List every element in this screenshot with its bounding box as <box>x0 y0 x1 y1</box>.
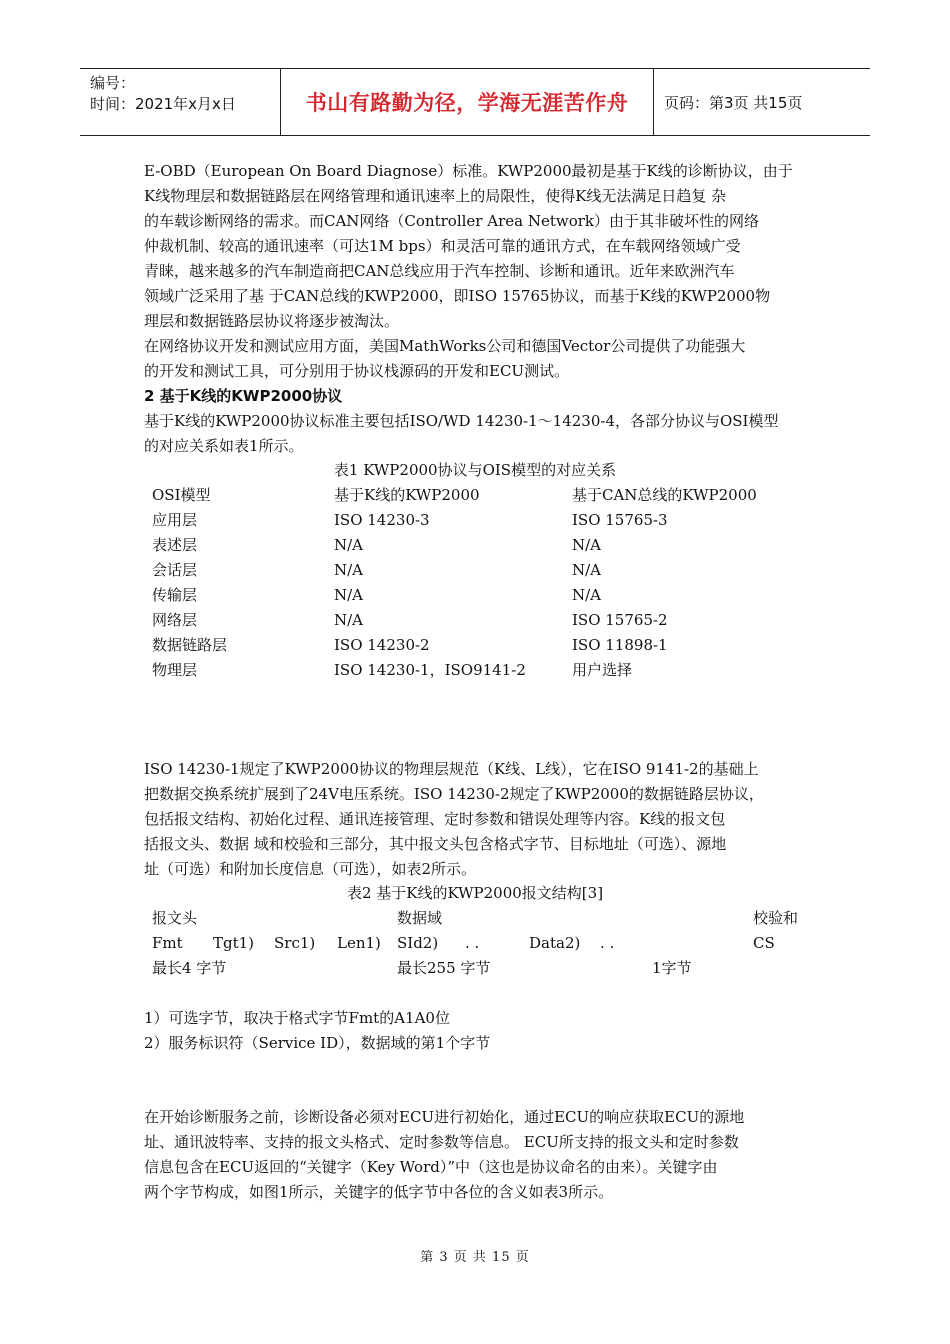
page-header <box>80 68 870 136</box>
footnote: 1）可选字节，取决于格式字节Fmt的A1A0位 <box>144 1009 450 1027</box>
intro-line: 青睐，越来越多的汽车制造商把CAN总线应用于汽车控制、诊断和通讯。近年来欧洲汽车 <box>144 262 735 280</box>
final-line: 在开始诊断服务之前，诊断设备必须对ECU进行初始化，通过ECU的响应获取ECU的源地 <box>144 1108 745 1126</box>
table2-field-data: Data2) <box>529 934 581 952</box>
header-meta <box>80 69 281 135</box>
table2-field-src: Src1) <box>274 934 316 952</box>
table1-cell: N/A <box>334 561 364 579</box>
table2-field-cs: CS <box>753 934 775 952</box>
mid-line: 括报文头、数据 域和校验和三部分，其中报文头包含格式字节、目标地址（可选）、源地 <box>144 835 727 853</box>
table1-cell: 网络层 <box>152 611 198 629</box>
table1-cell: N/A <box>334 611 364 629</box>
intro-line: 的开发和测试工具，可分别用于协议栈源码的开发和ECU测试。 <box>144 362 570 380</box>
table1-cell: 数据链路层 <box>152 636 228 654</box>
table1-header-cell: 基于K线的KWP2000 <box>334 486 480 504</box>
table1-cell: 会话层 <box>152 561 198 579</box>
motto-text: 书山有路勤为径，学海无涯苦作舟 <box>305 91 629 115</box>
intro-line: 仲裁机制、较高的通讯速率（可达1M bps）和灵活可靠的通讯方式，在车载网络领域广受 <box>144 237 741 255</box>
table2-field-len: Len1) <box>337 934 381 952</box>
table2-field-fmt: Fmt <box>152 934 183 952</box>
section-line: 基于K线的KWP2000协议标准主要包括ISO/WD 14230-1～14230-4，各部分协议与OSI模型 <box>144 412 779 430</box>
mid-line: ISO 14230-1规定了KWP2000协议的物理层规范（K线、L线），它在ISO 9141-2的基础上 <box>144 760 759 778</box>
table1-cell: 传输层 <box>152 586 198 604</box>
intro-line: K线物理层和数据链路层在网络管理和通讯速率上的局限性，使得K线无法满足日趋复 杂 <box>144 187 727 205</box>
table1-cell: ISO 15765-3 <box>572 511 668 529</box>
table1-caption: 表1 KWP2000协议与OIS模型的对应关系 <box>333 461 617 479</box>
table2-len-header: 最长4 字节 <box>152 959 227 977</box>
final-line: 信息包含在ECU返回的“关键字（Key Word）”中（这也是协议命名的由来）。关键字由 <box>144 1158 718 1176</box>
table1-cell: ISO 14230-2 <box>334 636 430 654</box>
final-line: 址、通讯波特率、支持的报文头格式、定时参数等信息。 ECU所支持的报文头和定时参数 <box>144 1133 739 1151</box>
table1-cell: N/A <box>572 561 602 579</box>
page-info-text: 页码：第3页 共15页 <box>664 93 803 112</box>
table2-dots: . . <box>465 934 480 952</box>
table1-cell: ISO 11898-1 <box>572 636 668 654</box>
table1-cell: ISO 15765-2 <box>572 611 668 629</box>
footnote: 2）服务标识符（Service ID），数据域的第1个字节 <box>144 1034 491 1052</box>
code-label: 编号： <box>90 74 136 92</box>
table1-cell: ISO 14230-1，ISO9141-2 <box>334 661 526 679</box>
table2-group-checksum: 校验和 <box>753 909 799 927</box>
table2-len-cs: 1字节 <box>652 959 692 977</box>
table1-cell: N/A <box>572 536 602 554</box>
table1-cell: 物理层 <box>152 661 198 679</box>
table1-cell: 表述层 <box>152 536 198 554</box>
table1-cell: N/A <box>572 586 602 604</box>
table1-cell: 用户选择 <box>572 661 633 679</box>
mid-line: 包括报文结构、初始化过程、通讯连接管理、定时参数和错误处理等内容。K线的报文包 <box>144 810 726 828</box>
intro-line: E-OBD（European On Board Diagnose）标准。KWP2000最初是基于K线的诊断协议，由于 <box>144 162 793 180</box>
mid-line: 把数据交换系统扩展到了24V电压系统。ISO 14230-2规定了KWP2000的数据链路层协议， <box>144 785 764 803</box>
header-motto-cell <box>281 69 654 135</box>
table2-dots: . . <box>600 934 615 952</box>
intro-line: 的车载诊断网络的需求。而CAN网络（Controller Area Network）由于其非破坏性的网络 <box>144 212 759 230</box>
intro-line: 领域广泛采用了基 于CAN总线的KWP2000，即ISO 15765协议，而基于K线的KWP2000物 <box>144 287 771 305</box>
table2-caption: 表2 基于K线的KWP2000报文结构[3] <box>346 884 604 902</box>
mid-line: 址（可选）和附加长度信息（可选），如表2所示。 <box>144 860 477 878</box>
page-footer: 第 3 页 共 15 页 <box>420 1250 530 1265</box>
table2-len-data: 最长255 字节 <box>397 959 491 977</box>
date-label: 时间：2021年x月x日 <box>90 95 236 113</box>
table1-cell: N/A <box>334 586 364 604</box>
table1-cell: ISO 14230-3 <box>334 511 430 529</box>
table2-field-sid: SId2) <box>397 934 439 952</box>
header-page-info <box>654 69 870 135</box>
intro-line: 理层和数据链路层协议将逐步被淘汰。 <box>144 312 400 330</box>
table1-cell: N/A <box>334 536 364 554</box>
table2-group-header: 报文头 <box>152 909 198 927</box>
table1-header-cell: OSI模型 <box>152 486 211 504</box>
table2-group-data: 数据域 <box>397 909 443 927</box>
intro-line: 在网络协议开发和测试应用方面，美国MathWorks公司和德国Vector公司提供了功能强大 <box>144 337 746 355</box>
section-heading: 2 基于K线的KWP2000协议 <box>144 387 343 405</box>
table2-field-tgt: Tgt1) <box>213 934 255 952</box>
section-line: 的对应关系如表1所示。 <box>144 437 304 455</box>
table1-header-cell: 基于CAN总线的KWP2000 <box>572 486 757 504</box>
table1-cell: 应用层 <box>152 511 198 529</box>
final-line: 两个字节构成，如图1所示，关键字的低字节中各位的含义如表3所示。 <box>144 1183 614 1201</box>
